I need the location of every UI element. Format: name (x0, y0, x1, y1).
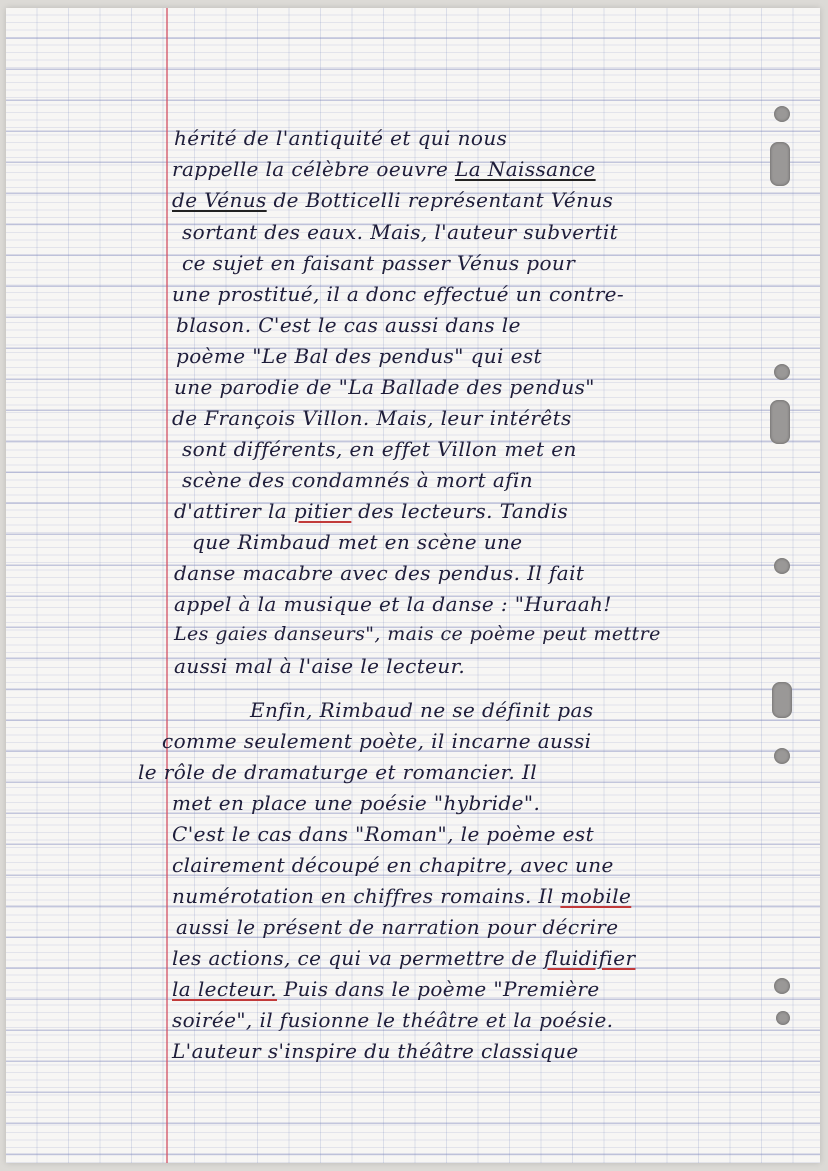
text-line: rappelle la célèbre oeuvre La Naissance (172, 157, 596, 181)
handwritten-text (6, 8, 820, 1163)
text-line: de Vénus de Botticelli représentant Vénus (172, 188, 614, 212)
text-line: sont différents, en effet Villon met en (182, 437, 577, 461)
text-line: Les gaies danseurs", mais ce poème peut mettre (174, 623, 661, 645)
text-line: scène des condamnés à mort afin (182, 468, 534, 492)
text-line: soirée", il fusionne le théâtre et la poésie. (172, 1008, 614, 1032)
red-underlined-word: fluidifier (543, 946, 636, 970)
text-line: danse macabre avec des pendus. Il fait (174, 561, 585, 585)
text-line: aussi le présent de narration pour décrire (176, 915, 619, 939)
text-line: que Rimbaud met en scène une (192, 530, 523, 554)
text-line: poème "Le Bal des pendus" qui est (176, 344, 542, 368)
text-line: L'auteur s'inspire du théâtre classique (172, 1039, 579, 1063)
text-line: de François Villon. Mais, leur intérêts (172, 406, 572, 430)
text-line: ce sujet en faisant passer Vénus pour (182, 251, 576, 275)
text-line: les actions, ce qui va permettre de fluidifier (172, 946, 636, 970)
text-line: met en place une poésie "hybride". (172, 791, 541, 815)
text-line: d'attirer la pitier des lecteurs. Tandis (174, 499, 569, 523)
red-underlined-word: mobile (560, 884, 632, 908)
text-line: une parodie de "La Ballade des pendus" (174, 375, 595, 399)
text-line: C'est le cas dans "Roman", le poème est (172, 822, 595, 846)
red-underlined-word: la lecteur. (172, 977, 277, 1001)
text-line: sortant des eaux. Mais, l'auteur subvertit (182, 220, 619, 244)
text-line: comme seulement poète, il incarne aussi (162, 729, 592, 753)
text-line: aussi mal à l'aise le lecteur. (174, 654, 466, 678)
notebook-page (6, 8, 820, 1163)
title-underlined: La Naissance (455, 157, 596, 181)
text-line: clairement découpé en chapitre, avec une (172, 853, 614, 877)
text-line: blason. C'est le cas aussi dans le (176, 313, 521, 337)
title-underlined: de Vénus (172, 188, 267, 212)
text-line: hérité de l'antiquité et qui nous (174, 126, 508, 150)
text-line: appel à la musique et la danse : "Huraah! (174, 592, 612, 616)
text-line: Enfin, Rimbaud ne se définit pas (250, 698, 594, 722)
text-line: la lecteur. Puis dans le poème "Première (172, 977, 600, 1001)
red-underlined-word: pitier (293, 499, 352, 523)
text-line: numérotation en chiffres romains. Il mobile (172, 884, 632, 908)
text-line: une prostitué, il a donc effectué un contre- (172, 282, 625, 306)
text-line: le rôle de dramaturge et romancier. Il (138, 760, 538, 784)
